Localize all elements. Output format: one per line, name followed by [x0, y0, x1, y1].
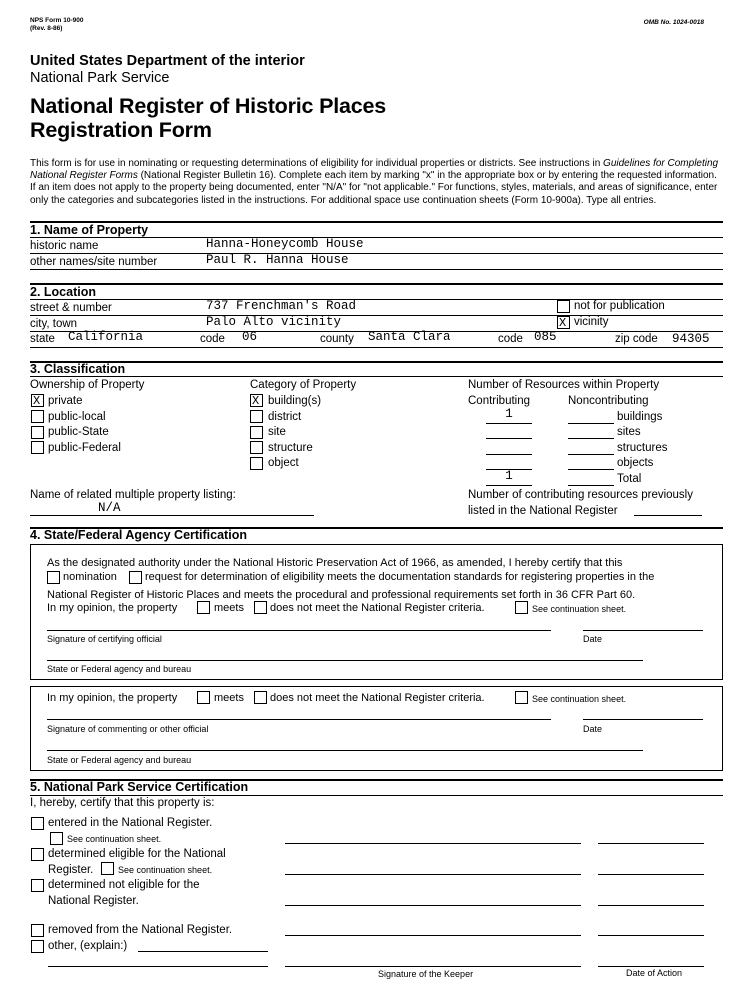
agency-line [47, 750, 643, 751]
commenting-date-label: Date [583, 724, 603, 734]
signature-line [285, 874, 581, 875]
entry-line [486, 485, 532, 486]
category-district-label: district [268, 411, 302, 423]
divider [30, 269, 723, 270]
related-listing-label: Name of related multiple property listing: [30, 489, 236, 501]
section2-heading: 2. Location [30, 285, 96, 299]
ownership-public-local-label: public-local [48, 411, 106, 423]
date-line [583, 719, 703, 720]
historic-name-value[interactable]: Hanna-Honeycomb House [206, 237, 364, 251]
county-label: county [320, 333, 354, 345]
meets-label: meets [214, 602, 244, 614]
ownership-public-state-checkbox[interactable] [31, 426, 44, 439]
agency-line [47, 660, 643, 661]
city-value[interactable]: Palo Alto vicinity [206, 315, 342, 329]
entry-line [486, 454, 532, 455]
not-for-publication-checkbox[interactable] [557, 300, 570, 313]
city-label: city, town [30, 318, 78, 330]
county-code-value[interactable]: 085 [534, 330, 557, 344]
divider [30, 347, 723, 348]
date-line [583, 630, 703, 631]
commenting-agency-label: State or Federal agency and bureau [47, 755, 192, 765]
continuation-checkbox-2[interactable] [515, 691, 528, 704]
divider [30, 237, 723, 238]
eligible-continuation-label: See continuation sheet. [118, 865, 213, 875]
entry-line [486, 438, 532, 439]
previously-listed-label-1: Number of contributing resources previously [468, 489, 693, 501]
entered-continuation-label: See continuation sheet. [67, 834, 162, 844]
opinion-text-2: In my opinion, the property [47, 692, 178, 704]
department-name: United States Department of the interior [30, 53, 305, 69]
not-eligible-label-2: National Register. [48, 895, 139, 907]
ownership-public-federal-checkbox[interactable] [31, 441, 44, 454]
keeper-signature-line [285, 966, 581, 967]
continuation-checkbox[interactable] [515, 601, 528, 614]
date-line [598, 935, 704, 936]
divider [30, 253, 723, 254]
structures-label: structures [617, 442, 668, 454]
removed-label: removed from the National Register. [48, 924, 233, 936]
divider [30, 376, 723, 377]
form-title-line1: National Register of Historic Places [30, 94, 387, 118]
county-value[interactable]: Santa Clara [368, 330, 451, 344]
certifying-date-label: Date [583, 634, 603, 644]
other-explain-line[interactable] [138, 951, 268, 952]
certifying-signature-label: Signature of certifying official [47, 634, 162, 644]
zip-value[interactable]: 94305 [672, 332, 710, 346]
not-eligible-label: determined not eligible for the [48, 879, 200, 891]
ownership-public-federal-label: public-Federal [48, 442, 121, 454]
entered-label: entered in the National Register. [48, 817, 213, 829]
divider [30, 315, 723, 316]
other-names-value[interactable]: Paul R. Hanna House [206, 253, 349, 267]
entry-line [568, 469, 614, 470]
category-heading: Category of Property [250, 379, 357, 391]
zip-label: zip code [615, 333, 658, 345]
entered-continuation-checkbox[interactable] [50, 832, 63, 845]
contributing-label: Contributing [468, 395, 531, 407]
entry-line [568, 485, 614, 486]
vicinity-checkbox[interactable] [557, 316, 570, 329]
state-code-label: code [200, 333, 225, 345]
continuation-label-2: See continuation sheet. [532, 694, 627, 704]
nomination-label: nomination [63, 571, 117, 583]
total-contributing[interactable]: 1 [505, 469, 513, 483]
signature-line [47, 719, 551, 720]
commenting-signature-label: Signature of commenting or other official [47, 724, 209, 734]
total-label: Total [617, 473, 642, 485]
form-revision: (Rev. 8-86) [30, 25, 63, 32]
date-line [598, 874, 704, 875]
other-label: other, (explain:) [48, 940, 128, 952]
continuation-label: See continuation sheet. [532, 604, 627, 614]
eligible-checkbox[interactable] [31, 848, 44, 861]
does-not-meet-checkbox[interactable] [254, 601, 267, 614]
entry-line [568, 438, 614, 439]
request-checkbox[interactable] [129, 571, 142, 584]
previously-listed-label-2: listed in the National Register [468, 505, 618, 517]
category-object-label: object [268, 457, 299, 469]
street-value[interactable]: 737 Frenchman's Road [206, 299, 357, 313]
divider [30, 795, 723, 796]
category-structure-checkbox[interactable] [250, 441, 263, 454]
form-number: NPS Form 10-900 [30, 17, 84, 24]
entry-line [568, 423, 614, 424]
does-not-meet-checkbox-2[interactable] [254, 691, 267, 704]
vicinity-label: vicinity [574, 316, 609, 328]
not-eligible-checkbox[interactable] [31, 879, 44, 892]
check-mark: X [559, 316, 567, 330]
street-label: street & number [30, 302, 112, 314]
signature-line [285, 935, 581, 936]
nomination-checkbox[interactable] [47, 571, 60, 584]
entry-line [486, 423, 532, 424]
buildings-contributing[interactable]: 1 [505, 407, 513, 421]
historic-name-label: historic name [30, 240, 99, 252]
category-building-label: building(s) [268, 395, 322, 407]
does-not-meet-label: does not meet the National Register criteria. [270, 602, 485, 614]
request-label: request for determination of eligibility meets the documentation standards for registering properties in the [145, 571, 655, 583]
other-explain-line-2[interactable] [48, 966, 268, 967]
buildings-label: buildings [617, 411, 663, 423]
certification-line3: National Register of Historic Places and meets the procedural and professional requirements set forth in 36 CFR Part 60. [47, 589, 636, 601]
ownership-public-local-checkbox[interactable] [31, 410, 44, 423]
eligible-label-2: Register. [48, 864, 94, 876]
related-listing-value[interactable]: N/A [98, 501, 121, 515]
date-of-action-label: Date of Action [626, 968, 683, 978]
eligible-label: determined eligible for the National [48, 848, 226, 860]
category-site-checkbox[interactable] [250, 426, 263, 439]
check-mark: X [33, 394, 41, 408]
other-checkbox[interactable] [31, 940, 44, 953]
category-object-checkbox[interactable] [250, 457, 263, 470]
section3-heading: 3. Classification [30, 362, 126, 376]
nps-certify-text: I, hereby, certify that this property is: [30, 797, 215, 809]
opinion-text: In my opinion, the property [47, 602, 178, 614]
not-for-publication-label: not for publication [574, 300, 665, 312]
category-structure-label: structure [268, 442, 313, 454]
signature-line [47, 630, 551, 631]
ownership-heading: Ownership of Property [30, 379, 145, 391]
state-code-value[interactable]: 06 [242, 330, 258, 344]
meets-checkbox-2[interactable] [197, 691, 210, 704]
keeper-signature-label: Signature of the Keeper [378, 969, 474, 979]
action-date-line [598, 966, 704, 967]
certification-line1: As the designated authority under the National Historic Preservation Act of 1966, as amended, I hereby certify that this [47, 557, 623, 569]
category-site-label: site [268, 426, 286, 438]
instructions-paragraph: This form is for use in nominating or requesting determinations of eligibility for individual properties or districts. See instructions in Guidelines for Completing National Register Forms (National Register Bulletin 16). Complete each item by marking "x" in the appropriate box or by entering the requested information. If an item does not apply to the property being documented, enter "N/A" for "not applicable." For functions, styles, materials, and areas of significance, enter only the categories and subcategories listed in the instructions. For additional space use continuation sheets (Form 10-900a). Type all entries. [30, 158, 719, 206]
ownership-public-state-label: public-State [48, 426, 109, 438]
noncontributing-label: Noncontributing [568, 395, 649, 407]
resources-heading: Number of Resources within Property [468, 379, 660, 391]
other-names-label: other names/site number [30, 256, 158, 268]
entered-checkbox[interactable] [31, 817, 44, 830]
county-code-label: code [498, 333, 523, 345]
entry-line [568, 454, 614, 455]
objects-label: objects [617, 457, 654, 469]
omb-number: OMB No. 1024-0018 [643, 19, 704, 26]
certifying-agency-label: State or Federal agency and bureau [47, 664, 192, 674]
does-not-meet-label-2: does not meet the National Register criteria. [270, 692, 485, 704]
section1-heading: 1. Name of Property [30, 223, 149, 237]
ownership-private-label: private [48, 395, 83, 407]
section3-rule [30, 361, 723, 363]
entry-line [634, 515, 702, 516]
meets-checkbox[interactable] [197, 601, 210, 614]
service-name: National Park Service [30, 70, 170, 86]
section4-heading: 4. State/Federal Agency Certification [30, 528, 247, 542]
sites-label: sites [617, 426, 641, 438]
entry-line [30, 515, 314, 516]
removed-checkbox[interactable] [31, 924, 44, 937]
section5-heading: 5. National Park Service Certification [30, 780, 249, 794]
check-mark: X [252, 394, 260, 408]
eligible-continuation-checkbox[interactable] [101, 862, 114, 875]
date-line [598, 905, 704, 906]
section2-rule [30, 283, 723, 285]
state-value[interactable]: California [68, 330, 144, 344]
form-title-line2: Registration Form [30, 118, 212, 142]
meets-label-2: meets [214, 692, 244, 704]
ownership-private-checkbox[interactable] [31, 394, 44, 407]
signature-line [285, 843, 581, 844]
signature-line [285, 905, 581, 906]
category-district-checkbox[interactable] [250, 410, 263, 423]
category-building-checkbox[interactable] [250, 394, 263, 407]
date-line [598, 843, 704, 844]
state-label: state [30, 333, 55, 345]
